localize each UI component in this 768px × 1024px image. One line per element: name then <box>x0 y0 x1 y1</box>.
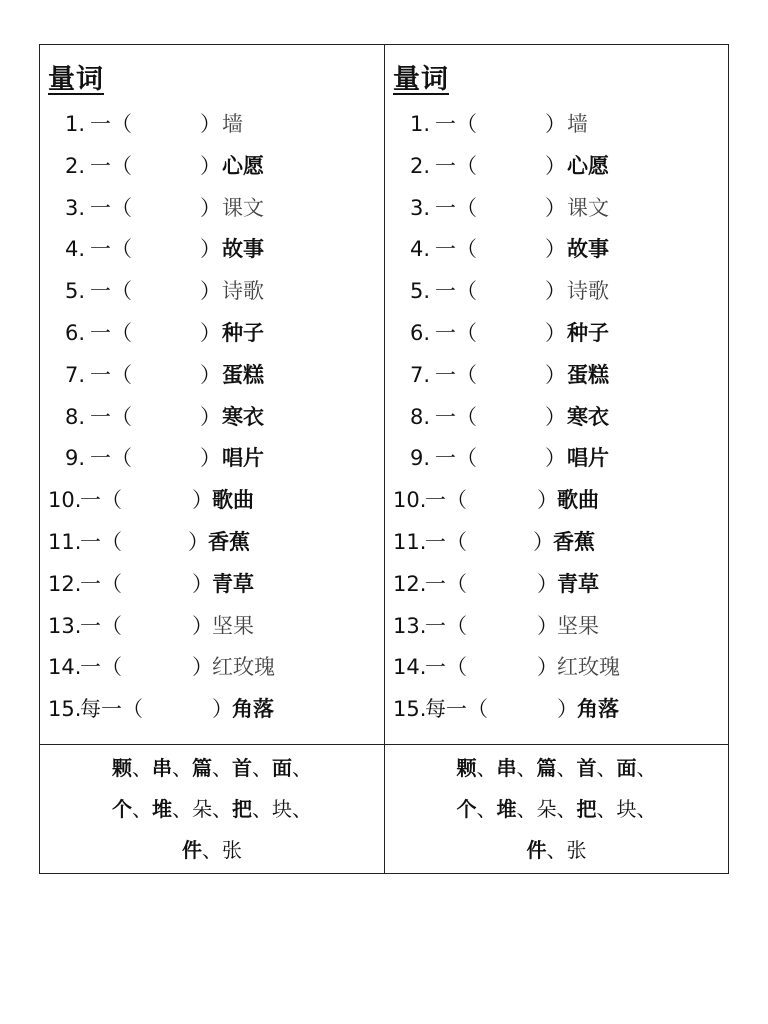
word-bank-text: 、朵、 <box>516 796 577 821</box>
word-bank-text: 、 <box>516 755 537 780</box>
item-noun: 墙 <box>222 112 243 136</box>
item-noun: 歌曲 <box>557 488 599 513</box>
word-bank-text: 、块、 <box>596 796 657 821</box>
item-noun: 墙 <box>567 112 588 136</box>
word-bank-text: 件 <box>182 837 202 862</box>
item-close-paren: ） <box>200 195 221 220</box>
word-bank-text: 串 <box>496 755 517 780</box>
item-prefix: 一（ <box>425 613 467 638</box>
item-noun: 蛋糕 <box>222 362 264 387</box>
item-close-paren: ） <box>200 237 221 262</box>
worksheet-column-right <box>384 45 728 873</box>
item-noun: 红玫瑰 <box>557 655 620 680</box>
item-noun: 香蕉 <box>553 530 595 554</box>
item-number: 11. <box>393 530 427 554</box>
word-bank-text: 堆 <box>152 796 172 821</box>
item-number: 4. <box>409 237 430 262</box>
item-prefix: 一（ <box>90 112 132 136</box>
item-prefix: 一（ <box>80 571 122 596</box>
word-bank-line <box>457 789 657 830</box>
item-close-paren: ） <box>200 446 221 471</box>
word-bank-text: 颗 <box>112 755 132 780</box>
item-prefix: 一（ <box>435 153 477 178</box>
item-close-paren: ） <box>545 112 566 136</box>
item-number: 15. <box>393 697 427 722</box>
item-number: 8. <box>409 404 430 429</box>
item-close-paren: ） <box>545 279 566 304</box>
item-close-paren: ） <box>545 237 566 262</box>
word-bank-text: 个 <box>456 796 477 821</box>
item-noun: 角落 <box>577 697 619 722</box>
item-number: 8. <box>64 404 85 429</box>
item-close-paren: ） <box>537 613 558 638</box>
word-bank-text: 、 <box>292 755 312 780</box>
section-title: 量词 <box>48 64 104 95</box>
word-bank-text: 、 <box>132 796 152 821</box>
word-bank-text: 堆 <box>496 796 517 821</box>
item-number: 5. <box>409 279 430 304</box>
item-prefix: 一（ <box>80 530 122 554</box>
item-close-paren: ） <box>200 404 221 429</box>
word-bank-text: 、 <box>476 796 497 821</box>
item-close-paren: ） <box>545 362 566 387</box>
item-prefix: 一（ <box>90 279 132 304</box>
item-number: 10. <box>48 488 82 513</box>
item-noun: 唱片 <box>222 446 264 471</box>
item-number: 9. <box>64 446 85 471</box>
item-close-paren: ） <box>537 655 558 680</box>
item-close-paren: ） <box>545 446 566 471</box>
item-prefix: 一（ <box>435 321 477 345</box>
word-bank-text: 、张 <box>546 837 587 862</box>
item-prefix: 一（ <box>90 153 132 178</box>
word-bank-text: 串 <box>152 755 172 780</box>
item-noun: 坚果 <box>557 613 599 638</box>
item-noun: 故事 <box>222 237 264 262</box>
item-close-paren: ） <box>537 488 558 513</box>
item-close-paren: ） <box>212 697 233 722</box>
item-number: 9. <box>409 446 430 471</box>
item-noun: 蛋糕 <box>567 362 609 387</box>
item-noun: 青草 <box>557 571 599 596</box>
question-section <box>385 45 728 745</box>
word-bank-text: 、 <box>252 755 272 780</box>
item-close-paren: ） <box>192 571 213 596</box>
word-bank-text: 、 <box>476 755 497 780</box>
item-number: 2. <box>409 153 430 178</box>
word-bank-text: 篇 <box>536 755 557 780</box>
item-noun: 角落 <box>232 697 274 722</box>
word-bank-text: 、 <box>556 755 577 780</box>
item-noun: 寒衣 <box>567 404 609 429</box>
word-bank-text: 面 <box>616 755 637 780</box>
item-prefix: 一（ <box>90 362 132 387</box>
item-prefix: 一（ <box>80 488 122 513</box>
item-noun: 诗歌 <box>222 279 264 304</box>
item-close-paren: ） <box>545 404 566 429</box>
item-number: 3. <box>409 195 430 220</box>
item-prefix: 一（ <box>90 195 132 220</box>
item-close-paren: ） <box>192 655 213 680</box>
item-prefix: 一（ <box>90 237 132 262</box>
item-close-paren: ） <box>537 571 558 596</box>
item-noun: 青草 <box>212 571 254 596</box>
item-prefix: 一（ <box>90 404 132 429</box>
item-noun: 课文 <box>567 195 609 220</box>
item-number: 7. <box>64 362 85 387</box>
item-close-paren: ） <box>192 488 213 513</box>
item-number: 14. <box>48 655 82 680</box>
item-noun: 唱片 <box>567 446 609 471</box>
item-number: 2. <box>64 153 85 178</box>
item-number: 15. <box>48 697 82 722</box>
word-bank-text: 把 <box>232 796 252 821</box>
word-bank-line <box>457 748 657 789</box>
item-prefix: 每一（ <box>425 697 488 722</box>
item-prefix: 一（ <box>90 321 132 345</box>
item-close-paren: ） <box>545 195 566 220</box>
item-prefix: 一（ <box>435 279 477 304</box>
item-noun: 红玫瑰 <box>212 655 275 680</box>
item-noun: 寒衣 <box>222 404 264 429</box>
item-number: 3. <box>64 195 85 220</box>
item-prefix: 每一（ <box>80 697 143 722</box>
item-number: 12. <box>48 571 82 596</box>
item-close-paren: ） <box>200 321 221 345</box>
word-bank-text: 、 <box>132 755 152 780</box>
word-bank-text: 面 <box>272 755 292 780</box>
item-close-paren: ） <box>545 321 566 345</box>
item-number: 6. <box>64 321 85 345</box>
word-bank-text: 把 <box>576 796 597 821</box>
item-prefix: 一（ <box>425 571 467 596</box>
word-bank-text: 篇 <box>192 755 212 780</box>
word-bank-line <box>527 830 587 871</box>
item-noun: 心愿 <box>222 153 264 178</box>
item-number: 4. <box>64 237 85 262</box>
word-bank-text: 、 <box>636 755 657 780</box>
word-bank-text: 个 <box>112 796 132 821</box>
item-noun: 故事 <box>567 237 609 262</box>
word-bank <box>40 745 384 873</box>
item-noun: 种子 <box>222 321 264 345</box>
word-bank-text: 颗 <box>456 755 477 780</box>
worksheet <box>39 44 729 874</box>
item-prefix: 一（ <box>425 530 467 554</box>
item-prefix: 一（ <box>435 237 477 262</box>
item-noun: 香蕉 <box>208 530 250 554</box>
item-prefix: 一（ <box>435 446 477 471</box>
word-bank-text: 、 <box>596 755 617 780</box>
item-close-paren: ） <box>200 112 221 136</box>
word-bank-line <box>112 789 312 830</box>
word-bank-line <box>182 830 242 871</box>
worksheet-column-left <box>40 45 384 873</box>
item-prefix: 一（ <box>435 362 477 387</box>
word-bank-text: 首 <box>232 755 252 780</box>
item-noun: 种子 <box>567 321 609 345</box>
item-number: 13. <box>393 613 427 638</box>
item-number: 1. <box>64 112 85 136</box>
item-number: 14. <box>393 655 427 680</box>
item-number: 5. <box>64 279 85 304</box>
item-noun: 诗歌 <box>567 279 609 304</box>
item-close-paren: ） <box>200 362 221 387</box>
item-close-paren: ） <box>533 530 554 554</box>
word-bank-line <box>112 748 312 789</box>
question-section <box>40 45 384 745</box>
item-prefix: 一（ <box>435 112 477 136</box>
item-close-paren: ） <box>200 153 221 178</box>
item-number: 10. <box>393 488 427 513</box>
item-prefix: 一（ <box>80 655 122 680</box>
item-close-paren: ） <box>200 279 221 304</box>
item-close-paren: ） <box>557 697 578 722</box>
item-noun: 课文 <box>222 195 264 220</box>
word-bank-text: 、 <box>212 755 232 780</box>
item-number: 1. <box>409 112 430 136</box>
item-prefix: 一（ <box>435 404 477 429</box>
word-bank-text: 、块、 <box>252 796 312 821</box>
item-prefix: 一（ <box>425 488 467 513</box>
word-bank-text: 件 <box>526 837 547 862</box>
item-number: 11. <box>48 530 82 554</box>
word-bank-text: 首 <box>576 755 597 780</box>
item-close-paren: ） <box>545 153 566 178</box>
item-number: 7. <box>409 362 430 387</box>
item-prefix: 一（ <box>80 613 122 638</box>
item-number: 13. <box>48 613 82 638</box>
word-bank-text: 、 <box>172 755 192 780</box>
word-bank-text: 、张 <box>202 837 242 862</box>
item-prefix: 一（ <box>435 195 477 220</box>
item-prefix: 一（ <box>425 655 467 680</box>
section-title: 量词 <box>393 64 449 95</box>
item-number: 6. <box>409 321 430 345</box>
item-noun: 坚果 <box>212 613 254 638</box>
item-noun: 歌曲 <box>212 488 254 513</box>
word-bank-text: 、朵、 <box>172 796 232 821</box>
item-prefix: 一（ <box>90 446 132 471</box>
word-bank <box>385 745 728 873</box>
item-close-paren: ） <box>192 613 213 638</box>
item-noun: 心愿 <box>567 153 609 178</box>
item-close-paren: ） <box>188 530 209 554</box>
item-number: 12. <box>393 571 427 596</box>
